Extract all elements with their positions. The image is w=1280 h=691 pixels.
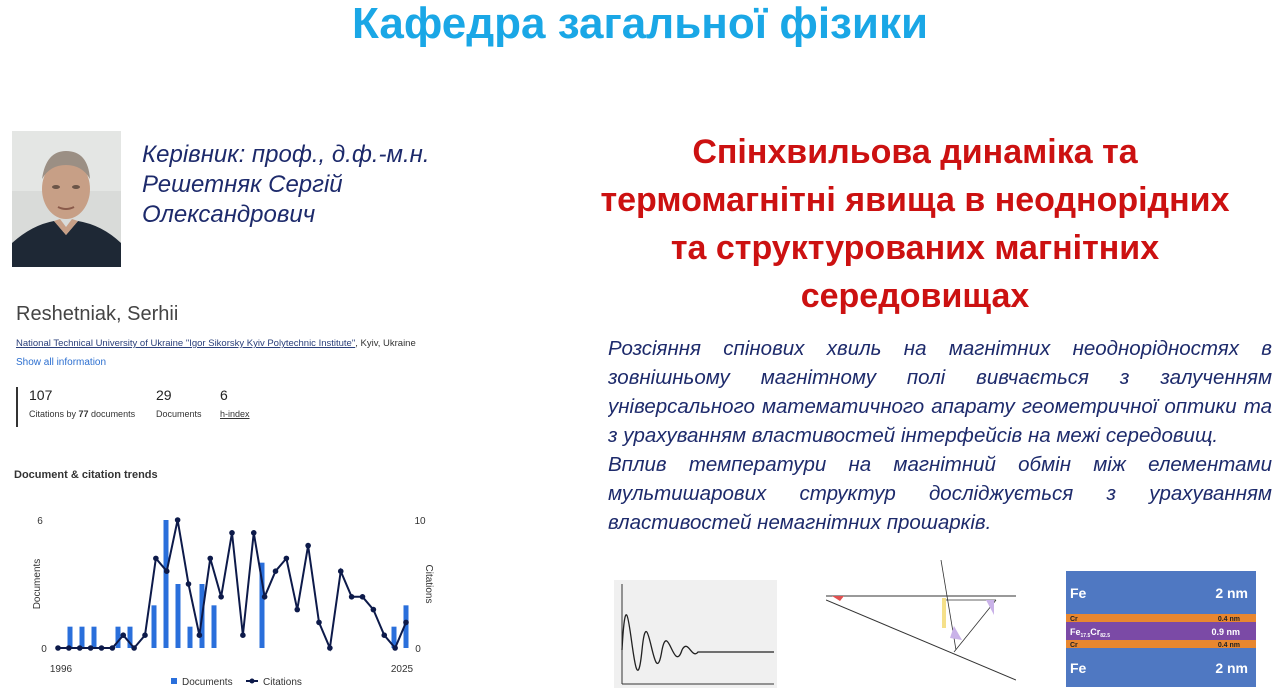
layer-4-name: Cr [1070,642,1078,649]
citations-point [403,620,409,626]
documents-bar [212,605,217,648]
citations-point [240,632,246,638]
citations-point [392,645,398,651]
legend-documents-swatch [171,678,177,684]
citations-point [284,556,290,562]
documents-bar [188,627,193,648]
citations-point [197,632,203,638]
affiliation-location: , Kyiv, Ukraine [355,338,416,349]
metric-h-index-value: 6 [220,387,228,403]
citations-line [58,520,406,648]
citations-point [175,517,181,523]
layer-5-thickness: 2 nm [1215,660,1248,676]
affiliation-link[interactable]: National Technical University of Ukraine "Igor Sikorsky Kyiv Polytechnic Institute" [16,338,356,349]
citations-point [142,632,148,638]
legend-citations-label: Citations [263,677,302,688]
metric-h-index [220,387,350,419]
layer-2-thickness: 0.4 nm [1217,616,1240,623]
metric-citations [29,387,159,419]
multilayer-structure-diagram [1066,571,1256,687]
supervisor-patronymic: Олександрович [142,201,316,228]
documents-bar [164,520,169,648]
profile-name: Reshetniak, Serhii [16,303,179,325]
y-axis-label-right: Citations [423,564,434,604]
citations-point [349,594,355,600]
citations-point [294,607,300,613]
y-tick-left-bottom: 0 [41,644,47,655]
metric-citations-label: Citations by 77 documents [29,409,136,419]
citations-point [120,632,126,638]
document-citation-chart [14,488,454,691]
profile-affiliation [16,338,416,349]
citations-point [153,556,159,562]
documents-bar [152,605,157,648]
citations-point [99,645,105,651]
chart-title: Document & citation trends [14,469,158,481]
layer-2-name: Cr [1070,616,1078,623]
supervisor-block [142,140,542,230]
citations-point [338,568,344,574]
citations-point [186,581,192,587]
description-paragraph-2: Вплив температури на магнітний обмін між елементами мультишарових структур досліджується з урахуванням властивостей немагнітних прошарків. [608,453,1272,534]
citations-point [164,568,170,574]
legend-citations-marker [250,679,255,684]
citations-point [229,530,235,536]
citations-point [262,594,268,600]
research-description [608,334,1272,556]
citations-point [371,607,377,613]
citations-point [327,645,333,651]
citations-point [360,594,366,600]
supervisor-name: Решетняк Сергій [142,171,343,198]
citations-point [110,645,116,651]
citations-point [381,632,387,638]
documents-bar [92,627,97,648]
research-topic-title: Спінхвильова динаміка та термомагнітні явища в неоднорідних та структурованих магнітних середовищах [600,133,1230,315]
citations-point [88,645,94,651]
metric-documents-value: 29 [156,387,172,403]
documents-bar [68,627,73,648]
metric-citations-value: 107 [29,387,53,403]
y-axis-label-left: Documents [32,558,43,610]
spin-wave-decay-plot [614,580,777,688]
metric-h-index-label[interactable]: h-index [220,409,250,419]
citations-point [316,620,322,626]
citations-point [66,645,72,651]
citations-point [207,556,213,562]
citations-point [218,594,224,600]
layer-4-thickness: 0.4 nm [1217,642,1240,649]
geometric-optics-diagram [826,560,1016,690]
metric-documents-label: Documents [156,409,202,419]
citations-point [77,645,83,651]
show-all-information-link[interactable]: Show all information [16,357,107,368]
documents-bar [176,584,181,648]
supervisor-photo [12,131,121,267]
documents-bar [80,627,85,648]
metrics-panel [16,387,250,427]
supervisor-title: Керівник: проф., д.ф.-м.н. [142,141,430,168]
y-tick-right-bottom: 0 [415,644,421,655]
description-paragraph-1: Розсіяння спінових хвиль на магнітних неоднорідностях в зовнішньому магнітному полі вивчається з залученням універсального математичного апарату геометричної оптики та з урахуванням властивостей інтерфейсів на межі середовищ. [608,337,1272,447]
citations-point [305,543,311,549]
layer-1-name: Fe [1070,585,1087,601]
x-tick-start: 1996 [49,664,73,675]
y-tick-right-top: 10 [414,516,426,527]
layer-3-thickness: 0.9 nm [1211,627,1240,637]
legend-documents-label: Documents [182,677,233,688]
layer-1-thickness: 2 nm [1215,585,1248,601]
layer-5-name: Fe [1070,660,1087,676]
citations-point [55,645,61,651]
y-tick-left-top: 6 [37,516,43,527]
citations-point [131,645,137,651]
citations-point [273,568,279,574]
x-tick-end: 2025 [390,664,414,675]
layer-3-name: $Fe_{17.5}Cr_{82.5}$ [1070,627,1110,639]
citations-point [251,530,257,536]
page-title: Кафедра загальної фізики [351,0,929,48]
